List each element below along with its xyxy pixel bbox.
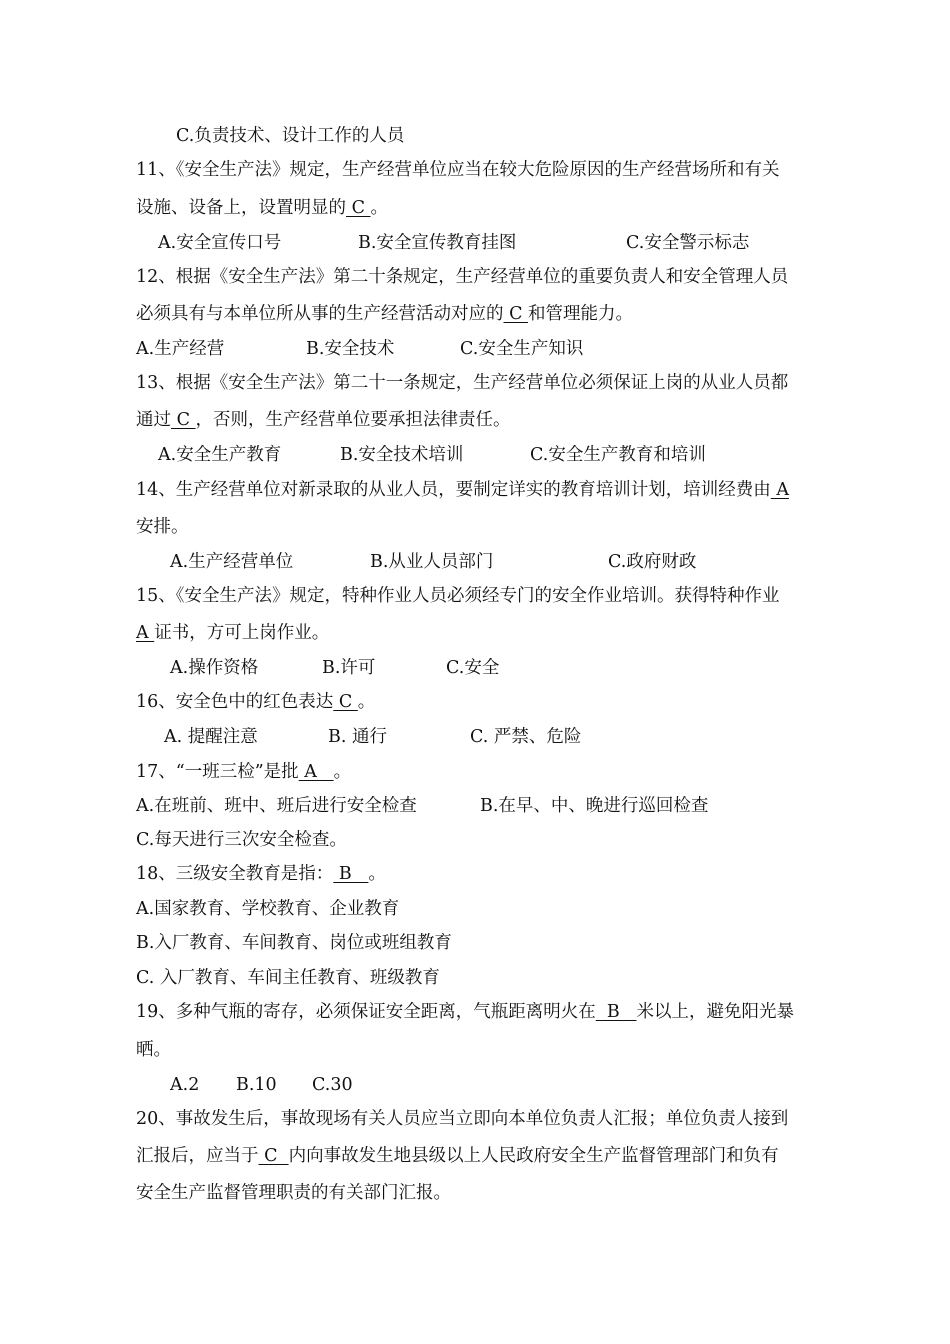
q11-end: 。 xyxy=(370,198,389,218)
q12-line2 xyxy=(136,302,633,326)
q11-text: 设施、设备上，设置明显的 xyxy=(136,198,346,218)
q13-line1: 13、根据《安全生产法》第二十一条规定，生产经营单位必须保证上岗的从业人员都 xyxy=(136,373,789,393)
q17-option-c: C.每天进行三次安全检查。 xyxy=(136,830,347,850)
q12-line1: 12、根据《安全生产法》第二十条规定，生产经营单位的重要负责人和安全管理人员 xyxy=(136,267,789,287)
q20-line2 xyxy=(136,1144,779,1168)
q19-option-b: B.10 xyxy=(236,1075,277,1095)
q13-answer: C xyxy=(171,410,196,430)
q12-option-b: B.安全技术 xyxy=(306,339,395,359)
q14-line2: 安排。 xyxy=(136,517,189,537)
q12-end: 和管理能力。 xyxy=(528,304,634,324)
q17-option-a: A.在班前、班中、班后进行安全检查 xyxy=(136,796,417,816)
q20-answer: C xyxy=(258,1146,289,1166)
q14-option-b: B.从业人员部门 xyxy=(370,552,494,572)
q16-answer: C xyxy=(333,692,358,712)
q14-option-a: A.生产经营单位 xyxy=(170,552,294,572)
q12-option-c: C.安全生产知识 xyxy=(460,339,584,359)
q17-answer: A xyxy=(298,762,334,782)
q13-line2 xyxy=(136,408,511,432)
q19-option-a: A.2 xyxy=(170,1075,200,1095)
q19-line2: 晒。 xyxy=(136,1040,171,1060)
q19-text-end: 米以上，避免阳光暴 xyxy=(636,1002,794,1022)
q14-option-c: C.政府财政 xyxy=(608,552,697,572)
q11-option-b: B.安全宣传教育挂图 xyxy=(358,233,517,253)
q18-option-a: A.国家教育、学校教育、企业教育 xyxy=(136,899,400,919)
q11-answer: C xyxy=(346,198,371,218)
q20-line3: 安全生产监督管理职责的有关部门汇报。 xyxy=(136,1183,451,1203)
q15-answer: A xyxy=(136,623,155,643)
q13-end: ，否则，生产经营单位要承担法律责任。 xyxy=(195,410,511,430)
q14-answer: A xyxy=(770,480,789,500)
q11-line2 xyxy=(136,196,388,220)
q12-option-a: A.生产经营 xyxy=(136,339,225,359)
q16-option-c: C. 严禁、危险 xyxy=(470,727,582,747)
q11-option-c: C.安全警示标志 xyxy=(626,233,750,253)
q18-option-c: C. 入厂教育、车间主任教育、班级教育 xyxy=(136,968,440,988)
q14-line1 xyxy=(136,478,789,502)
q16-option-b: B. 通行 xyxy=(328,727,387,747)
q16-end: 。 xyxy=(357,692,376,712)
q19-line1 xyxy=(136,1000,794,1024)
q16-line xyxy=(136,690,375,714)
q13-option-a: A.安全生产教育 xyxy=(158,445,282,465)
q11-line1: 11、《安全生产法》规定，生产经营单位应当在较大危险原因的生产经营场所和有关 xyxy=(136,160,780,180)
q20-text-end: 内向事故发生地县级以上人民政府安全生产监督管理部门和负有 xyxy=(288,1146,779,1166)
q14-text: 14、生产经营单位对新录取的从业人员，要制定详实的教育培训计划，培训经费由 xyxy=(136,480,771,500)
q13-option-c: C.安全生产教育和培训 xyxy=(530,445,706,465)
q16-option-a: A. 提醒注意 xyxy=(164,727,258,747)
q19-option-c: C.30 xyxy=(312,1075,353,1095)
q18-answer: B xyxy=(333,864,369,884)
q11-option-a: A.安全宣传口号 xyxy=(158,233,282,253)
q15-option-b: B.许可 xyxy=(322,658,376,678)
q16-text: 16、安全色中的红色表达 xyxy=(136,692,334,712)
q20-text: 汇报后，应当于 xyxy=(136,1146,259,1166)
q17-line xyxy=(136,760,351,784)
q15-line2 xyxy=(136,621,329,645)
q17-option-b: B.在早、中、晚进行巡回检查 xyxy=(480,796,709,816)
q15-text: 证书，方可上岗作业。 xyxy=(154,623,330,643)
q18-option-b: B.入厂教育、车间教育、岗位或班组教育 xyxy=(136,933,452,953)
q19-text: 19、多种气瓶的寄存，必须保证安全距离，气瓶距离明火在 xyxy=(136,1002,596,1022)
q18-line xyxy=(136,862,386,886)
q18-end: 。 xyxy=(368,864,386,884)
q13-option-b: B.安全技术培训 xyxy=(340,445,464,465)
q12-text: 必须具有与本单位所从事的生产经营活动对应的 xyxy=(136,304,504,324)
q15-option-c: C.安全 xyxy=(446,658,500,678)
q13-text: 通过 xyxy=(136,410,171,430)
q15-option-a: A.操作资格 xyxy=(170,658,259,678)
q19-answer: B xyxy=(595,1002,637,1022)
q12-answer: C xyxy=(503,304,529,324)
q18-text: 18、三级安全教育是指： xyxy=(136,864,334,884)
q17-end: 。 xyxy=(333,762,352,782)
q20-line1: 20、事故发生后，事故现场有关人员应当立即向本单位负责人汇报；单位负责人接到 xyxy=(136,1109,789,1129)
q10-option-c: C.负责技术、设计工作的人员 xyxy=(176,126,405,146)
q17-text: 17、“一班三检”是批 xyxy=(136,762,299,782)
q15-line1: 15、《安全生产法》规定，特种作业人员必须经专门的安全作业培训。获得特种作业 xyxy=(136,586,780,606)
